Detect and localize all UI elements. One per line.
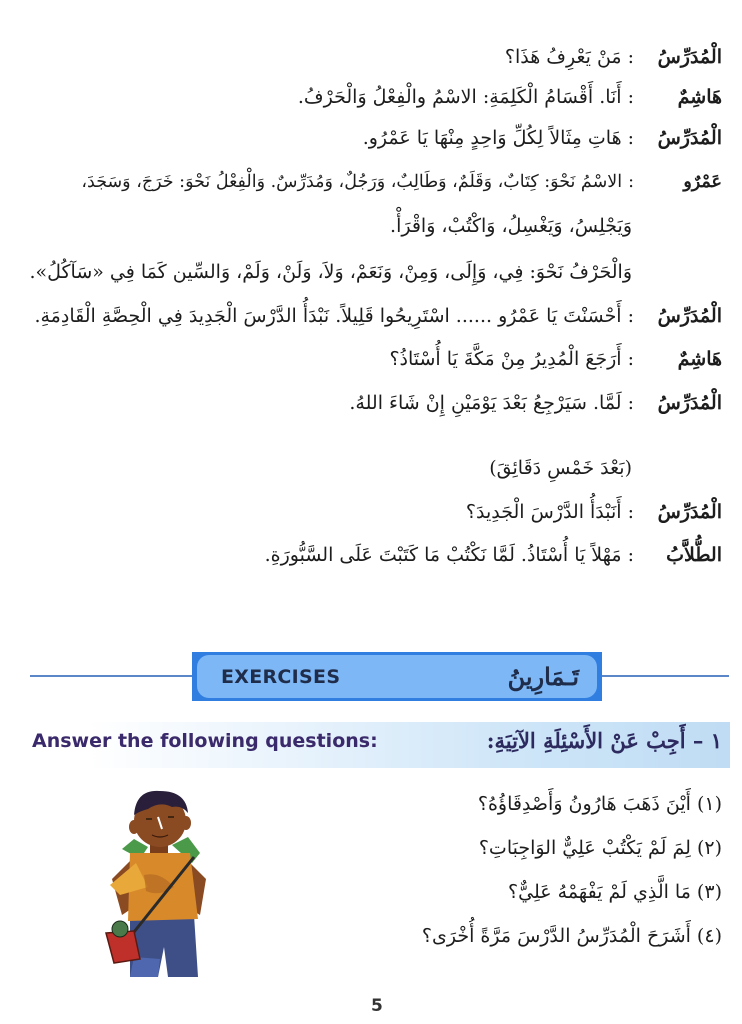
colon: : [627, 392, 634, 414]
instruction-english: Answer the following questions: [32, 730, 378, 752]
utterance: أَرَجَعَ الْمُدِيرُ مِنْ مَكَّةَ يَا أُسْتَاذُ؟ [389, 348, 622, 370]
speaker-label: الْمُدَرِّسُ [657, 46, 722, 68]
utterance: أَحْسَنْتَ يَا عَمْرُو ...... اسْتَرِيحُوا قَلِيلاً. نَبْدَأُ الدَّرْسَ الْجَدِيدَ فِي الْحِصَّةِ الْقَادِمَةِ. [34, 305, 622, 327]
colon: : [627, 348, 634, 370]
stage-direction: (بَعْدَ خَمْسِ دَقَائِقَ) [489, 457, 632, 479]
question-list [422, 782, 722, 958]
exercises-banner [192, 652, 602, 701]
utterance: مَهْلاً يَا أُسْتَاذُ. لَمَّا نَكْتُبْ مَا كَتَبْتَ عَلَى السَّبُّورَةِ. [264, 544, 622, 566]
colon: : [627, 127, 634, 149]
page-number: 5 [371, 996, 383, 1016]
speaker-label: الْمُدَرِّسُ [657, 127, 722, 149]
dialogue-line [349, 389, 722, 417]
question-item: (٤) أَشَرَحَ الْمُدَرِّسُ الدَّرْسَ مَرَّةً أُخْرَى؟ [421, 925, 722, 947]
dialogue-line [298, 83, 722, 111]
dialogue-line [505, 43, 722, 71]
speaker-label: هَاشِمٌ [677, 348, 722, 370]
utterance: أَنَا. أَقْسَامُ الْكَلِمَةِ: الاسْمُ والْفِعْلُ وَالْحَرْفُ. [297, 86, 622, 108]
colon: : [627, 86, 634, 108]
dialogue-line [265, 541, 722, 569]
boy-student-illustration-icon [100, 787, 220, 979]
dialogue-line [363, 124, 722, 152]
dialogue-line [81, 168, 722, 196]
ear-right [181, 816, 191, 830]
dialogue-continuation: وَيَجْلِسُ، وَيَغْسِلُ، وَاكْتُبْ، وَاقْرَأْ. [390, 215, 632, 237]
dialogue-line [389, 345, 722, 373]
dialogue-line [34, 302, 722, 330]
dialogue-line [466, 498, 722, 526]
speaker-label: الْمُدَرِّسُ [657, 501, 722, 523]
exercises-title-arabic: تَـمَارِينُ [507, 662, 579, 691]
dialogue-continuation: وَالْحَرْفُ نَحْوَ: فِي، وَإِلَى، وَمِنْ، وَنَعَمْ، وَلاَ، وَلَنْ، وَلَمْ، وَالسِّين كَمَا فِي «سَآكُلُ». [29, 261, 632, 283]
colon: : [627, 544, 634, 566]
speaker-label: الطُّلاَّبُ [666, 544, 722, 566]
ear-left [129, 820, 139, 834]
colon: : [628, 172, 634, 192]
instruction-arabic: ١ – أَجِبْ عَنْ الأَسْئِلَةِ الآتِيَةِ: [486, 728, 722, 753]
speaker-label: الْمُدَرِّسُ [657, 305, 722, 327]
rule-line-left [30, 675, 192, 677]
question-item: (٣) مَا الَّذِي لَمْ يَفْهَمْهُ عَلِيٌّ؟ [508, 881, 722, 903]
utterance: هَاتِ مِثَالاً لِكُلِّ وَاحِدٍ مِنْهَا يَا عَمْرُو. [362, 127, 622, 149]
question-item: (٢) لِمَ لَمْ يَكْتُبْ عَلِيٌّ الوَاجِبَاتِ؟ [478, 837, 722, 859]
colon: : [627, 305, 634, 327]
speaker-label: الْمُدَرِّسُ [657, 392, 722, 414]
exercises-banner-inner [197, 655, 597, 698]
rule-line-right [602, 675, 729, 677]
utterance: أَنَبْدَأُ الدَّرْسَ الْجَدِيدَ؟ [465, 501, 622, 523]
colon: : [627, 46, 634, 68]
question-item: (١) أَيْنَ ذَهَبَ هَارُونُ وَأَصْدِقَاؤُهُ؟ [477, 793, 722, 815]
speaker-label: هَاشِمٌ [677, 86, 722, 108]
utterance: لَمَّا. سَيَرْجِعُ بَعْدَ يَوْمَيْنِ إِنْ شَاءَ اللهُ. [349, 392, 622, 414]
speaker-label: عَمْرٌو [683, 172, 722, 192]
utterance: الاسْمُ نَحْوَ: كِتَابٌ، وَقَلَمٌ، وَطَالِبٌ، وَرَجُلٌ، وَمُدَرِّسٌ. وَالْفِعْلُ نَحْوَ: خَرَجَ، وَسَجَدَ، [81, 172, 623, 192]
colon: : [627, 501, 634, 523]
utterance: مَنْ يَعْرِفُ هَذَا؟ [504, 46, 622, 68]
exercises-title-english: EXERCISES [221, 665, 341, 688]
bag-ball [112, 921, 128, 937]
